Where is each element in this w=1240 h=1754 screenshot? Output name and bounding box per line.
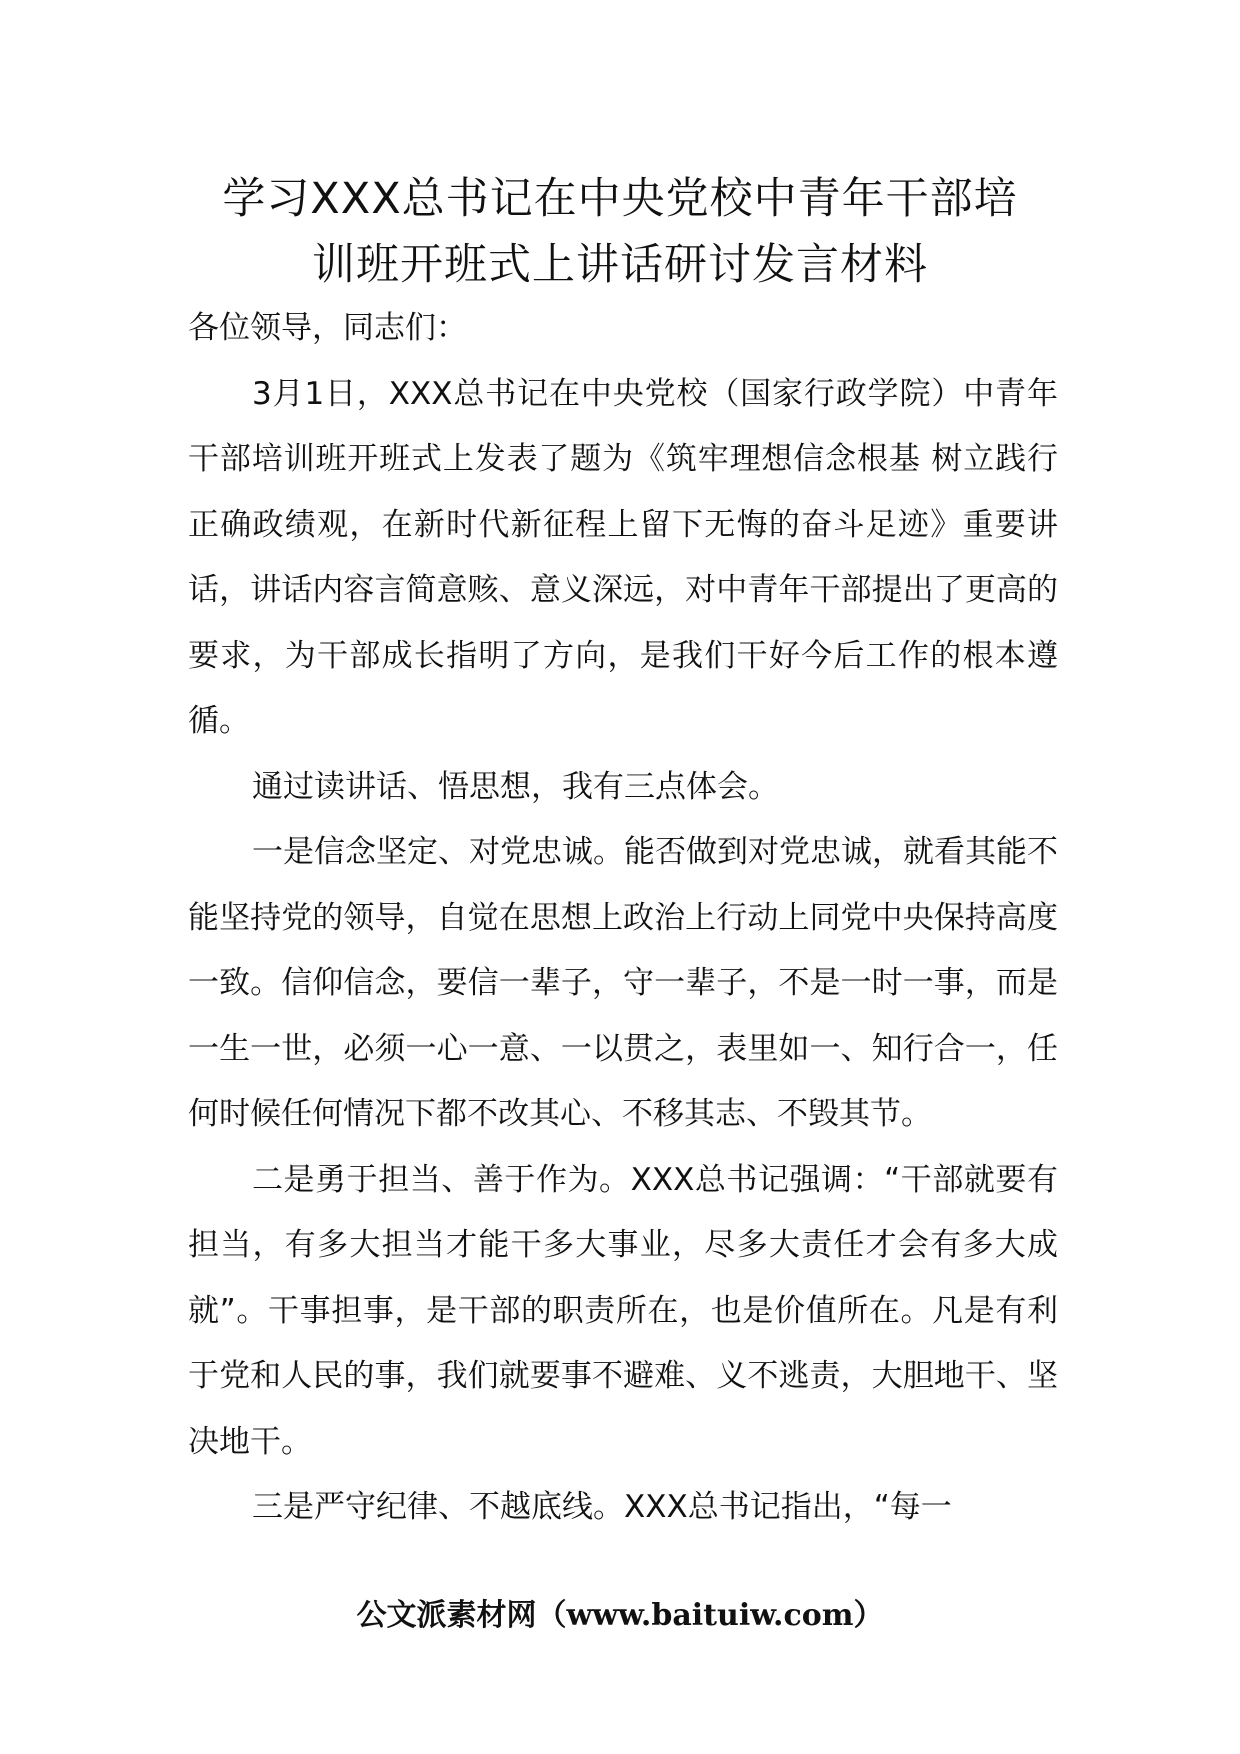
title-line-1: 学习XXX总书记在中央党校中青年干部培: [222, 174, 1018, 224]
paragraph-4: 二是勇于担当、善于作为。XXX总书记强调：“干部就要有担当，有多大担当才能干多大事业，尽多大责任才会有多大成就”。干事担事，是干部的职责所在，也是价值所在。凡是有利于党和人民的事，我们就要事不避难、义不逃责，大胆地干、坚决地干。: [188, 1161, 1058, 1460]
document-body: [188, 296, 1058, 1541]
title-line-2: 训班开班式上讲话研讨发言材料: [312, 240, 928, 290]
salutation: 各位领导，同志们：: [188, 310, 467, 346]
paragraph-2: 通过读讲话、悟思想，我有三点体会。: [252, 768, 779, 805]
footer-watermark: 公文派素材网（www.baituiw.com）: [356, 1598, 884, 1633]
paragraph-3: 一是信念坚定、对党忠诚。能否做到对党忠诚，就看其能不能坚持党的领导，自觉在思想上政治上行动上同党中央保持高度一致。信仰信念，要信一辈子，守一辈子，不是一时一事，而是一生一世，必须一心一意、一以贯之，表里如一、知行合一，任何时候任何情况下都不改其心、不移其志、不毁其节。: [188, 834, 1058, 1132]
document-title: [150, 166, 1090, 298]
paragraph-1: 3月1日，XXX总书记在中央党校（国家行政学院）中青年干部培训班开班式上发表了题为《筑牢理想信念根基 树立践行正确政绩观，在新时代新征程上留下无悔的奋斗足迹》重要讲话，讲话内容言简意赅、意义深远，对中青年干部提出了更高的要求，为干部成长指明了方向，是我们干好今后工作的根本遵循。: [188, 375, 1058, 739]
paragraph-5: 三是严守纪律、不越底线。XXX总书记指出，“每一: [252, 1489, 952, 1525]
